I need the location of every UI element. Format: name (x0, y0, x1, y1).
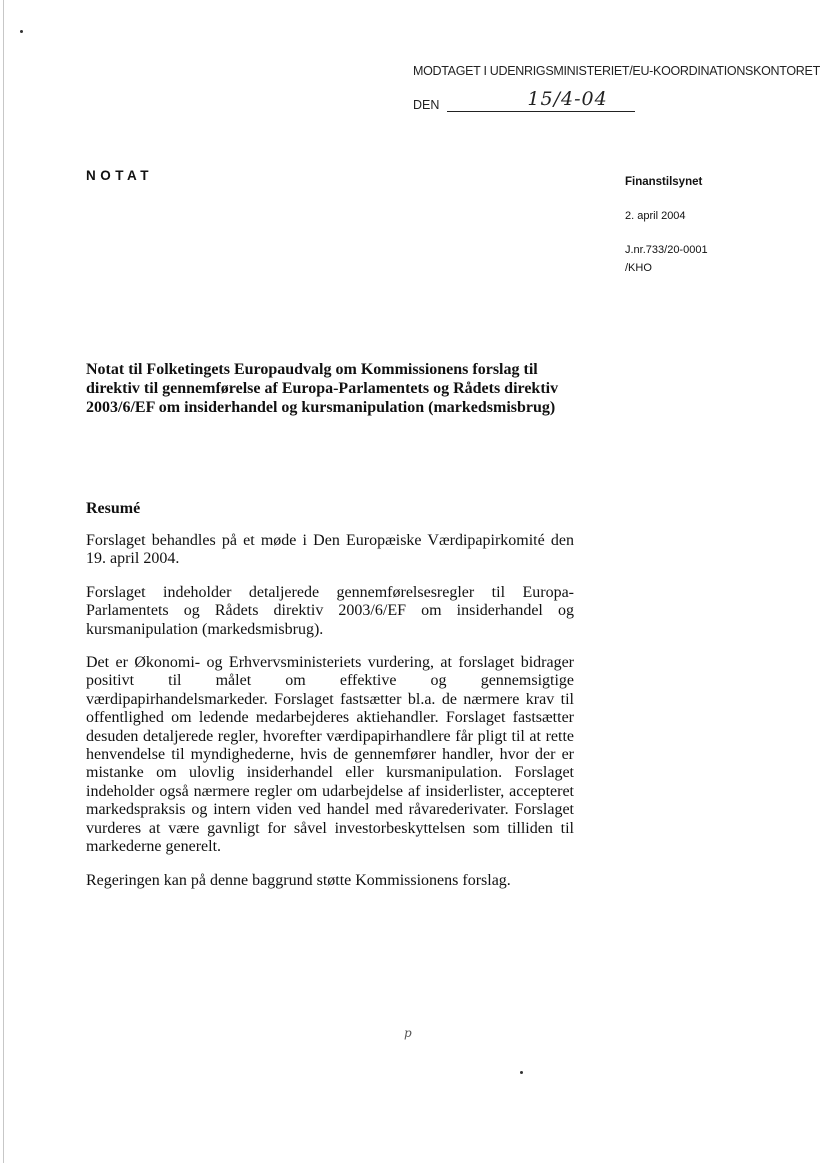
document-type: NOTAT (86, 168, 153, 183)
received-stamp (413, 64, 820, 112)
section-heading-resume: Resumé (86, 500, 141, 517)
organization-name: Finanstilsynet (625, 176, 703, 188)
scan-speck (20, 30, 23, 33)
paragraph: Forslaget indeholder detaljerede gennemførelsesregler til Europa-Parlamentets og Rådets direktiv 2003/6/EF om insiderhandel og kursmanipulation (markedsmisbrug). (86, 583, 574, 638)
stamp-title: MODTAGET I UDENRIGSMINISTERIET/EU-KOORDINATIONSKONTORET (413, 64, 820, 78)
paragraph: Forslaget behandles på et møde i Den Europæiske Værdipapirkomité den 19. april 2004. (86, 532, 574, 568)
stamp-handwritten-date: 15/4-04 (527, 88, 608, 110)
scan-edge-line (3, 0, 4, 1163)
stamp-date-row (413, 86, 758, 112)
journal-number: J.nr.733/20-0001 (625, 244, 708, 256)
paragraph: Det er Økonomi- og Erhvervsministeriets vurdering, at forslaget bidrager positivt til målet om effektive og gennemsigtige værdipapirhandelsmarkeder. Forslaget fastsætter bl.a. de nærmere krav til offentlighed om ledende medarbejderes aktiehandler. Forslaget fastsætter desuden detaljerede regler, hvorefter værdipapirhandlere får pligt til at rette henvendelse til myndighederne, hvis de gennemfører handler, hvor der er mistanke om ulovlig insiderhandel eller kursmanipulation. Forslaget indeholder også nærmere regler om udarbejdelse af insiderlister, accepteret markedspraksis og intern viden ved handel med råvarederivater. Forslaget vurderes at være gavnligt for såvel investorbeskyttelsen som tilliden til markederne generelt. (86, 654, 574, 856)
stamp-date-line (447, 89, 635, 112)
stamp-den-label: DEN (413, 98, 440, 112)
document-date: 2. april 2004 (625, 210, 686, 222)
paragraph: Regeringen kan på denne baggrund støtte Kommissionens forslag. (86, 871, 511, 889)
document-title: Notat til Folketingets Europaudvalg om Kommissionens forslag til direktiv til gennemførelse af Europa-Parlamentets og Rådets direktiv 2003/6/EF om insiderhandel og kursmanipulation (markedsmisbrug) (86, 361, 559, 416)
sidebar-metadata (625, 176, 708, 274)
stray-mark: p (404, 1026, 412, 1040)
scan-speck (520, 1071, 523, 1074)
resume-body (86, 532, 574, 890)
author-initials: /KHO (625, 262, 652, 274)
